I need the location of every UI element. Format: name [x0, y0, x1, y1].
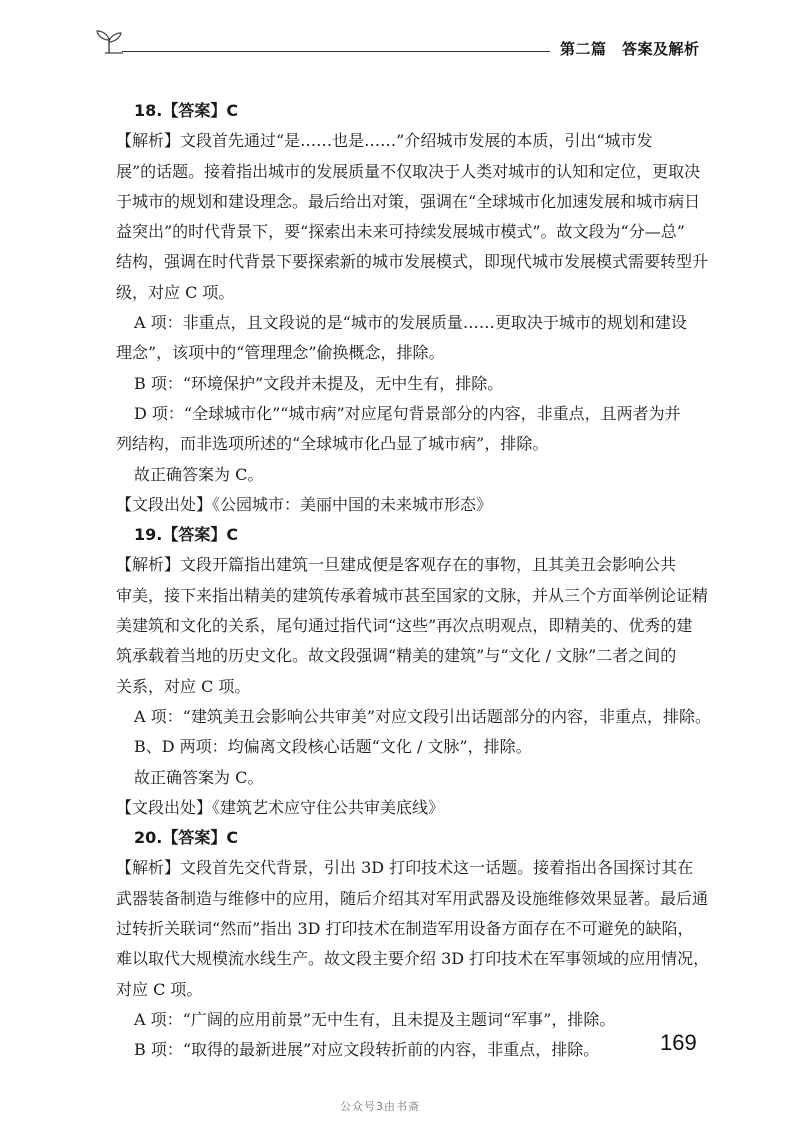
- q19-analysis: [116, 550, 709, 701]
- sprout-icon: [93, 28, 125, 54]
- text-line: 关系，对应 C 项。: [116, 676, 251, 696]
- text-line: 武器装备制造与维修中的应用，随后介绍其对军用武器及设施维修效果显著。最后通: [116, 888, 709, 908]
- text-line: B、D 两项：均偏离文段核心话题“文化 / 文脉”，排除。: [134, 737, 532, 757]
- text-line: B 项：“环境保护”文段并未提及，无中生有，排除。: [134, 373, 504, 393]
- q18-option-b: [116, 369, 698, 399]
- q19-source: 【文段出处】《建筑艺术应守住公共审美底线》: [116, 797, 445, 817]
- text-line: 【解析】文段首先通过“是……也是……”介绍城市发展的本质，引出“城市发: [116, 131, 653, 151]
- text-line: D 项：“全球城市化”“城市病”对应尾句背景部分的内容，非重点，且两者为并: [134, 403, 681, 423]
- text-line: 【解析】文段首先交代背景，引出 3D 打印技术这一话题。接着指出各国探讨其在: [116, 858, 694, 878]
- q19-option-a: [116, 702, 712, 732]
- q19-conclusion: 故正确答案为 C。: [134, 767, 264, 787]
- text-line: 展”的话题。接着指出城市的发展质量不仅取决于人类对城市的认知和定位，更取决: [116, 161, 701, 181]
- running-head: 第二篇 答案及解析: [560, 40, 700, 58]
- text-line: 结构，强调在时代背景下要探索新的城市发展模式，即现代城市发展模式需要转型升: [116, 252, 709, 272]
- text-line: 审美，接下来指出精美的建筑传承着城市甚至国家的文脉，并从三个方面举例论证精: [116, 585, 709, 605]
- text-line: A 项：“建筑美丑会影响公共审美”对应文段引出话题部分的内容，非重点，排除。: [134, 706, 712, 726]
- page-header: [0, 0, 800, 70]
- text-line: 益突出”的时代背景下，要“探索出未来可持续发展城市模式”。故文段为“分—总”: [116, 222, 685, 242]
- q20-option-b: [116, 1035, 698, 1065]
- text-line: 于城市的规划和建设理念。最后给出对策，强调在“全球城市化加速发展和城市病日: [116, 191, 701, 211]
- text-line: 筑承载着当地的历史文化。故文段强调“精美的建筑”与“文化 / 文脉”二者之间的: [116, 646, 677, 666]
- text-line: 美建筑和文化的关系，尾句通过指代词“这些”再次点明观点，即精美的、优秀的建: [116, 616, 693, 636]
- text-line: 列结构，而非选项所述的“全球城市化凸显了城市病”，排除。: [116, 434, 549, 454]
- text-line: A 项：“广阔的应用前景”无中生有，且未提及主题词“军事”，排除。: [134, 1009, 616, 1029]
- watermark-text: 公众号3由书斋: [340, 1100, 420, 1113]
- q19-answer: 19.【答案】C: [134, 525, 239, 545]
- q18-analysis: [116, 126, 709, 308]
- q19-option-bd: [116, 732, 698, 762]
- text-line: A 项：非重点，且文段说的是“城市的发展质量……更取决于城市的规划和建设: [134, 313, 687, 333]
- q18-answer: 18.【答案】C: [134, 101, 239, 120]
- q20-option-a: [116, 1005, 698, 1035]
- page-number: 169: [660, 1030, 697, 1055]
- text-line: 难以取代大规模流水线生产。故文段主要介绍 3D 打印技术在军事领域的应用情况，: [116, 949, 710, 969]
- text-line: 理念”，该项中的“管理理念”偷换概念，排除。: [116, 343, 445, 363]
- text-line: 【解析】文段开篇指出建筑一旦建成便是客观存在的事物，且其美丑会影响公共: [116, 555, 677, 575]
- text-line: 过转折关联词“然而”指出 3D 打印技术在制造军用设备方面存在不可避免的缺陷，: [116, 919, 694, 939]
- q18-conclusion: 故正确答案为 C。: [134, 464, 264, 484]
- q20-answer: 20.【答案】C: [134, 828, 239, 848]
- answer-content: [116, 96, 712, 1066]
- q20-analysis: [116, 853, 710, 1004]
- text-line: 级，对应 C 项。: [116, 282, 235, 302]
- q18-option-d: [116, 399, 698, 460]
- q18-option-a: [116, 308, 698, 369]
- header-rule: [122, 51, 550, 52]
- q18-source: 【文段出处】《公园城市：美丽中国的未来城市形态》: [116, 494, 493, 514]
- text-line: 对应 C 项。: [116, 979, 203, 999]
- text-line: B 项：“取得的最新进展”对应文段转折前的内容，非重点，排除。: [134, 1040, 600, 1060]
